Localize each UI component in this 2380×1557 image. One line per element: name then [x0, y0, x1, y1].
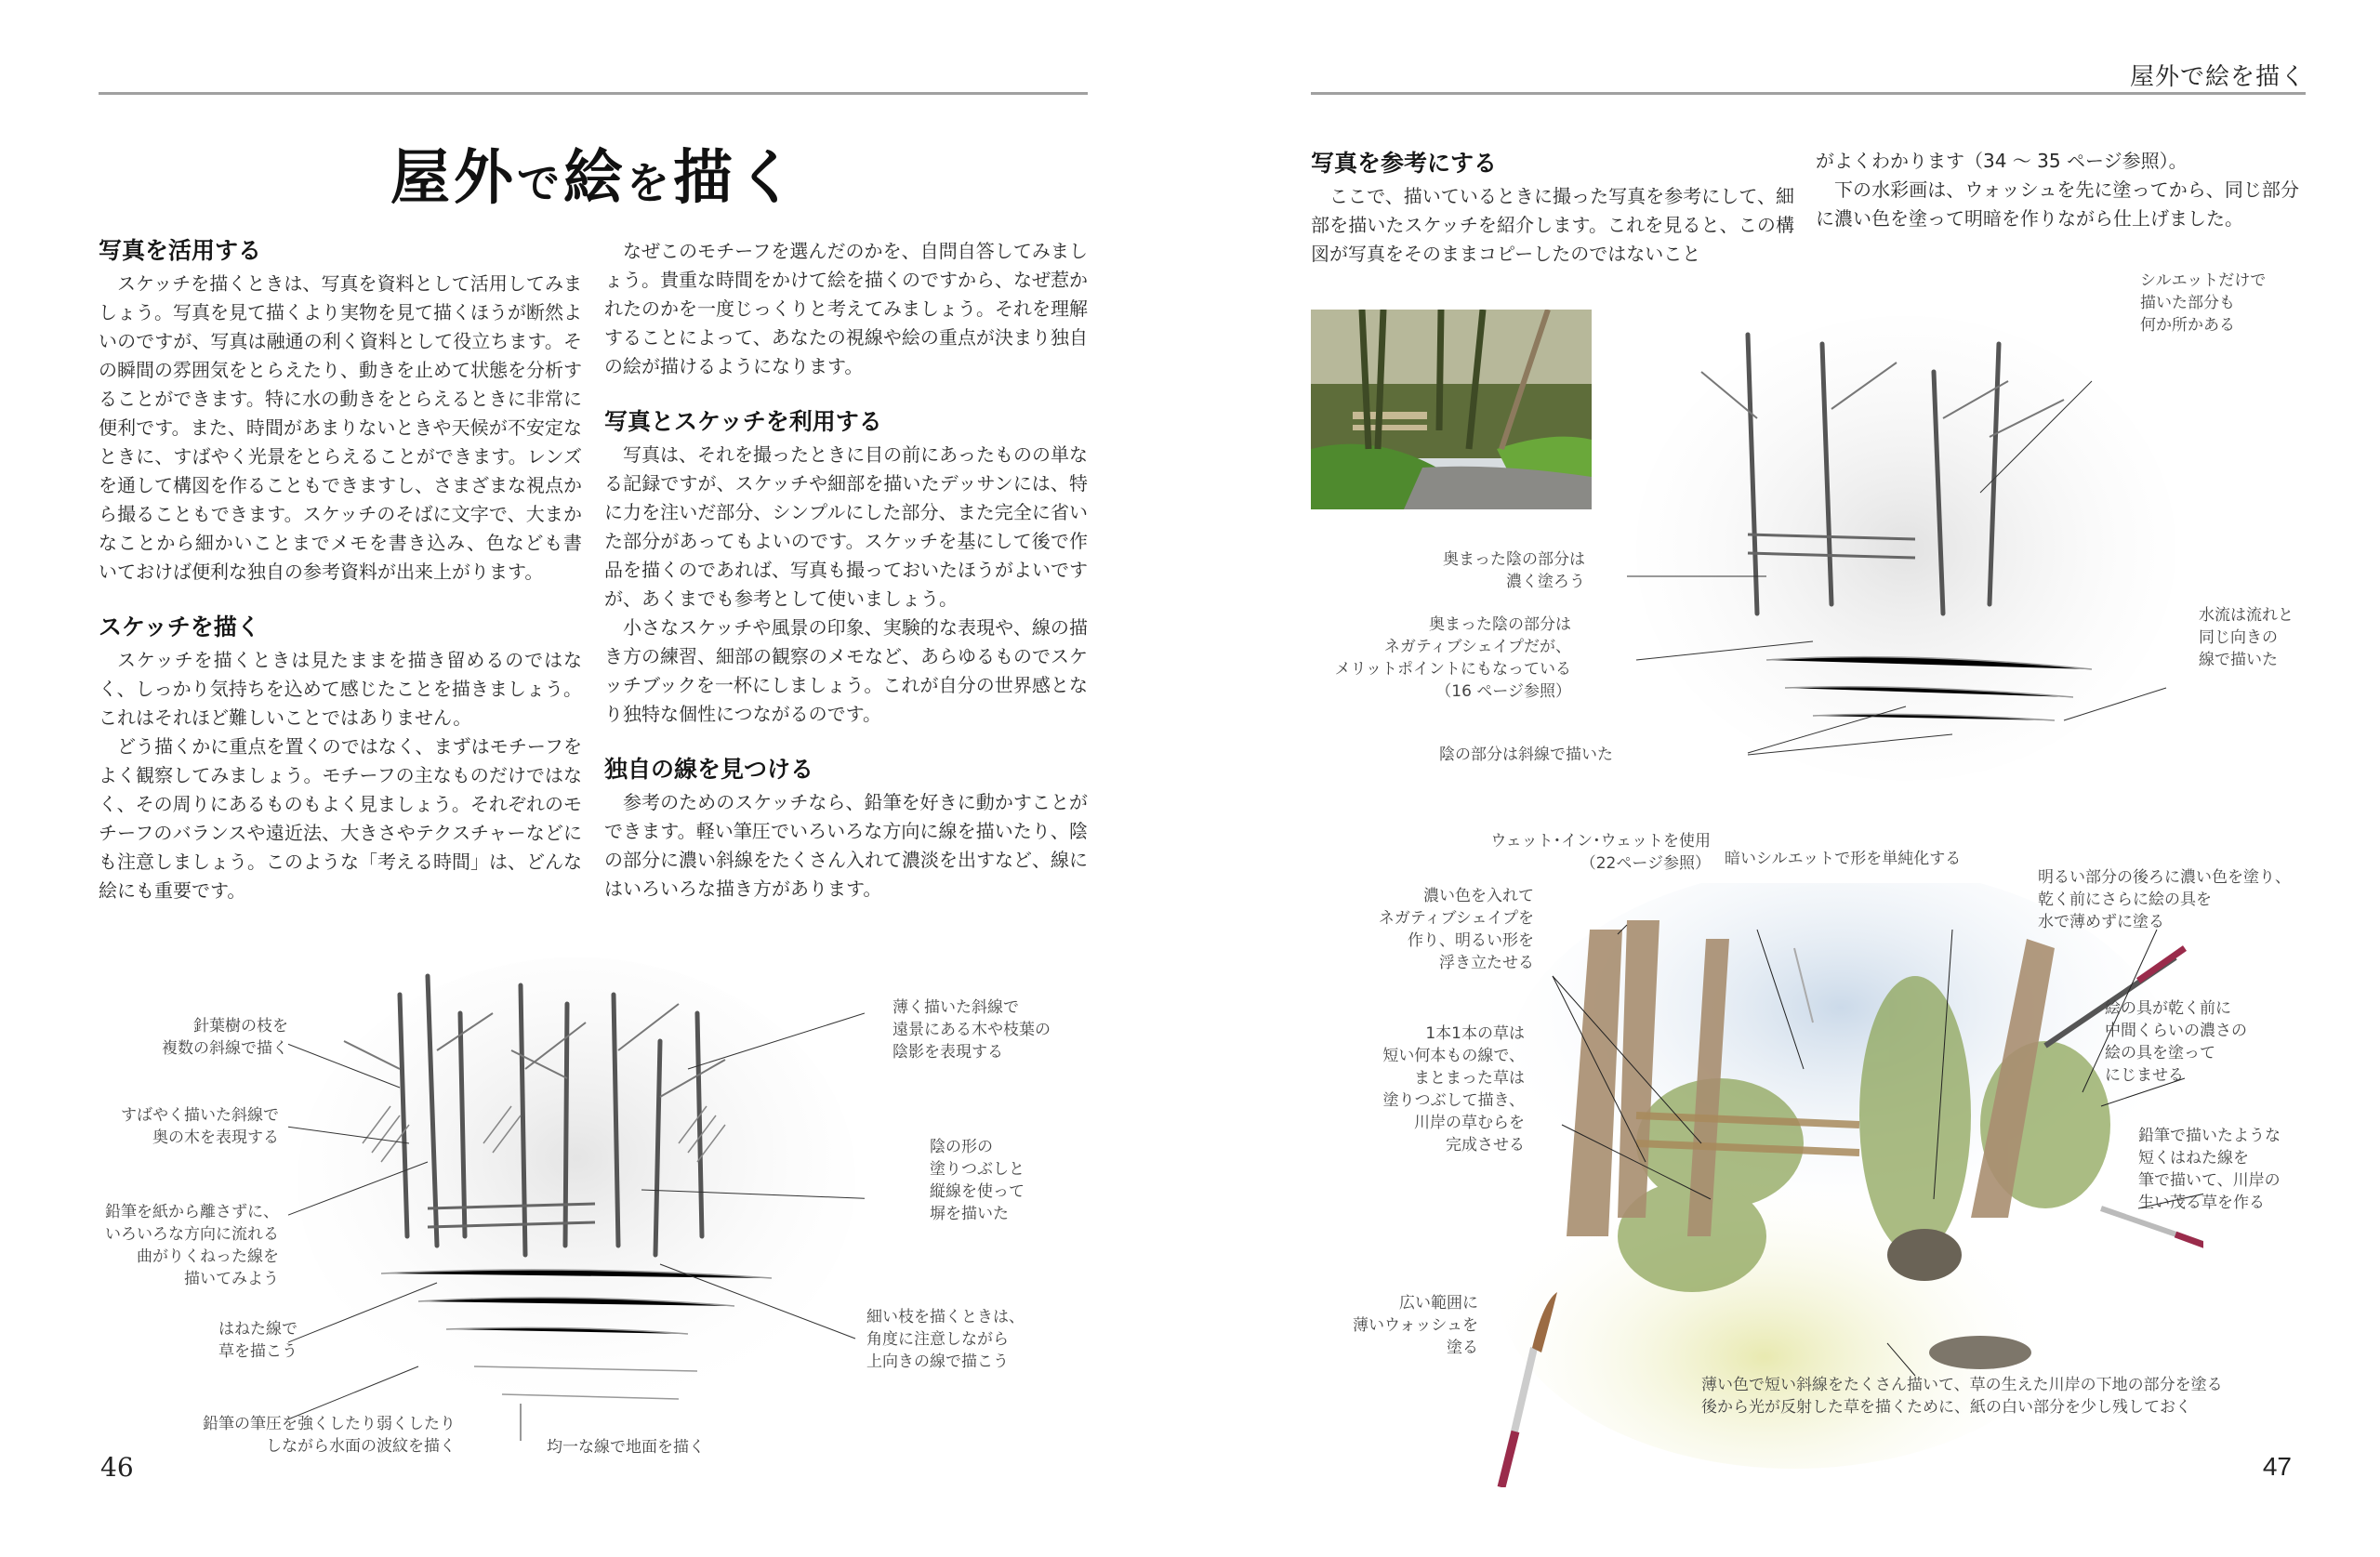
annotation-line: 濃く塗ろう — [1506, 573, 1585, 591]
annotation-line: 中間くらいの濃さの — [2105, 1022, 2247, 1040]
paragraph: ここで、描いているときに撮った写真を参考にして、細部を描いたスケッチを紹介します。これを見ると、この構図が写真をそのままコピーしたのではないこと — [1311, 185, 1794, 265]
paragraph: なぜこのモチーフを選んだのかを、自問自答してみましょう。貴重な時間をかけて絵を描くのですから、なぜ惹かれたのかを一度じっくりと考えてみましょう。それを理解することによって、あなたの視線や絵の重点が決まり独自の絵が描けるようになります。 — [604, 240, 1088, 377]
annotation-line: 奥の木を表現する — [152, 1128, 279, 1147]
annotation-line: 陰の形の — [930, 1138, 993, 1156]
annotation-line: 塀を描いた — [930, 1205, 1009, 1223]
sketch-annotation — [177, 1413, 456, 1458]
annotation-line: 鉛筆を紙から離さずに、 — [105, 1203, 279, 1221]
sketch-annotation — [1357, 548, 1585, 593]
title-part: を — [627, 158, 673, 208]
annotation-line: 塗りつぶしと — [930, 1160, 1025, 1179]
annotation-line: 完成させる — [1446, 1136, 1525, 1155]
annotation-line: 明るい部分の後ろに濃い色を塗り、 — [2038, 868, 2291, 887]
section-using-photos — [99, 234, 582, 587]
sketch-annotation — [930, 1136, 1060, 1225]
watercolor-annotation — [1339, 1292, 1478, 1359]
annotation-line: 鉛筆で描いたような — [2138, 1127, 2281, 1145]
sketch-annotation — [2199, 604, 2329, 671]
annotation-line: （16 ページ参照） — [1435, 682, 1571, 701]
pencil-sketch-illustration — [288, 957, 865, 1441]
annotation-line: 描いてみよう — [184, 1270, 279, 1288]
annotation-line: 絵の具を塗って — [2105, 1044, 2215, 1062]
annotation-line: いろいろな方向に流れる — [105, 1225, 279, 1244]
watercolor-annotation — [1311, 885, 1534, 974]
sketch-annotation — [93, 1104, 279, 1149]
section-heading: 写真を参考にする — [1311, 150, 1498, 177]
annotation-line: 絵の具が乾く前に — [2105, 999, 2231, 1018]
pencil-sketch-illustration — [1627, 307, 2185, 790]
annotation-line: にじませる — [2105, 1066, 2184, 1085]
page-number: 47 — [2262, 1452, 2292, 1481]
annotation-line: 曲がりくねった線を — [137, 1247, 279, 1266]
right-column-2 — [1816, 147, 2299, 233]
annotation-line: 草を描こう — [218, 1342, 298, 1361]
annotation-line: 薄い色で短い斜線をたくさん描いて、草の生えた川岸の下地の部分を塗る — [1701, 1376, 2223, 1394]
annotation-line: 塗る — [1447, 1339, 1478, 1357]
annotation-line: 浮き立たせる — [1439, 954, 1534, 972]
watercolor-annotation — [1701, 1374, 2334, 1418]
annotation-line: 1本1本の草は — [1425, 1024, 1525, 1043]
paragraph: スケッチを描くときは見たままを描き留めるのではなく、しっかり気持ちを込めて感じたことを描きましょう。これはそれほど難しいことではありません。 — [99, 649, 582, 729]
annotation-line: 均一な線で地面を描く — [547, 1438, 705, 1457]
annotation-line: 細い枝を描くときは、 — [866, 1308, 1025, 1326]
title-part: 絵 — [563, 144, 627, 213]
header-rule — [99, 92, 1088, 95]
watercolor-annotation — [1469, 830, 1711, 875]
annotation-line: 上向きの線で描こう — [866, 1352, 1009, 1371]
annotation-line: 陰影を表現する — [892, 1043, 1003, 1062]
annotation-line: 筆で描いて、川岸の — [2138, 1171, 2281, 1190]
paragraph: 小さなスケッチや風景の印象、実験的な表現や、線の描き方の練習、細部の観察のメモなど、あらゆるものでスケッチブックを一杯にしましょう。これが自分の世界感となり独特な個性につながるのです。 — [604, 616, 1088, 725]
paragraph: 下の水彩画は、ウォッシュを先に塗ってから、同じ部分に濃い色を塗って明暗を作りながら仕上げました。 — [1816, 178, 2299, 230]
annotation-line: すばやく描いた斜線で — [121, 1106, 279, 1125]
annotation-line: 陰の部分は斜線で描いた — [1439, 746, 1613, 764]
annotation-line: 縦線を使って — [930, 1182, 1025, 1201]
sketch-annotation — [1320, 614, 1571, 703]
section-continuation — [604, 237, 1088, 381]
annotation-line: 後から光が反射した草を描くために、紙の白い部分を少し残しておく — [1701, 1398, 2191, 1417]
annotation-line: 薄いウォッシュを — [1353, 1316, 1478, 1335]
section-heading: 写真とスケッチを利用する — [604, 408, 882, 435]
annotation-line: 奥まった陰の部分は — [1443, 550, 1585, 569]
paragraph: 写真は、それを撮ったときに目の前にあったものの単なる記録ですが、スケッチや細部を描いたデッサンには、特に力を注いだ部分、シンプルにした部分、また完全に省いた部分があってもよいのです。スケッチを基にして後で作品を描くのであれば、写真も撮っておいたほうがよいですが、あくまでも参考として使いましょう。 — [604, 443, 1088, 610]
paragraph: スケッチを描くときは、写真を資料として活用してみましょう。写真を見て描くより実物を見て描くほうが断然よいのですが、写真は融通の利く資料として役立ちます。その瞬間の雰囲気をとらえたり、動きを止めて状態を分析することができます。特に水の動きをとらえるときに非常に便利です。また、時間があまりないときや天候が不安定なときに、すばやく光景をとらえることができます。レンズを通して構図を作ることもできますし、さまざまな視点から撮ることもできます。スケッチのそばに文字で、大まかなことから細かいことまでメモを書き込み、色なども書いておけば便利な独自の参考資料が出来上がります。 — [99, 272, 582, 583]
annotation-line: 短い何本もの線で、 — [1382, 1047, 1525, 1065]
watercolor-annotation — [2038, 866, 2317, 933]
annotation-line: 同じ向きの — [2199, 628, 2278, 647]
annotation-line: ウェット･イン･ウェットを使用 — [1490, 832, 1711, 851]
annotation-line: 線で描いた — [2199, 651, 2278, 669]
annotation-line: 遠景にある木や枝葉の — [892, 1021, 1051, 1039]
annotation-line: 針葉樹の枝を — [193, 1017, 288, 1036]
section-photos-and-sketches — [604, 405, 1088, 729]
sketch-annotation — [2140, 270, 2326, 336]
annotation-line: ネガティブシェイプを — [1378, 909, 1534, 928]
annotation-line: まとまった草は — [1414, 1069, 1525, 1088]
annotation-line: 塗りつぶして描き、 — [1382, 1091, 1525, 1110]
section-drawing-sketches — [99, 611, 582, 905]
sketch-annotation — [186, 1318, 298, 1363]
sketch-annotation — [139, 1015, 288, 1060]
annotation-line: 薄く描いた斜線で — [892, 998, 1019, 1017]
left-column-2 — [604, 237, 1088, 928]
annotation-line: 描いた部分も — [2140, 294, 2235, 312]
annotation-line: 乾く前にさらに絵の具を — [2038, 891, 2212, 909]
annotation-line: 広い範囲に — [1399, 1294, 1478, 1313]
section-heading: スケッチを描く — [99, 614, 260, 640]
annotation-line: メリットポイントにもなっている — [1334, 660, 1571, 679]
annotation-line: 複数の斜線で描く — [162, 1039, 288, 1058]
annotation-line: しながら水面の波紋を描く — [266, 1437, 456, 1456]
annotation-line: 濃い色を入れて — [1423, 887, 1534, 905]
reference-photo — [1311, 310, 1592, 509]
watercolor-annotation — [2138, 1125, 2324, 1214]
annotation-line: 奥まった陰の部分は — [1429, 615, 1571, 634]
right-column-1 — [1311, 147, 1794, 269]
watercolor-annotation — [1725, 848, 2003, 870]
annotation-line: 鉛筆の筆圧を強くしたり弱くしたり — [203, 1415, 456, 1433]
watercolor-annotation — [2105, 997, 2291, 1087]
title-part: で — [517, 158, 563, 208]
section-heading: 写真を活用する — [99, 237, 262, 264]
annotation-line: 作り、明るい形を — [1408, 931, 1534, 950]
title-part: 屋外 — [390, 144, 517, 213]
annotation-line: はねた線で — [218, 1320, 298, 1339]
annotation-line: 水流は流れと — [2199, 606, 2294, 625]
annotation-line: 角度に注意しながら — [866, 1330, 1009, 1349]
sketch-annotation — [547, 1436, 751, 1458]
annotation-line: 水で薄めずに塗る — [2038, 913, 2164, 931]
annotation-line: 短くはねた線を — [2138, 1149, 2249, 1168]
sketch-annotation — [892, 996, 1078, 1063]
sketch-annotation — [866, 1306, 1052, 1373]
annotation-line: ネガティブシェイプだが、 — [1383, 638, 1571, 656]
watercolor-annotation — [1311, 1023, 1525, 1156]
sketch-annotation — [1439, 744, 1662, 766]
right-page — [1190, 0, 2380, 1557]
paragraph: がよくわかります（34 ～ 35 ページ参照）。 — [1816, 150, 2188, 172]
paragraph: 参考のためのスケッチなら、鉛筆を好きに動かすことができます。軽い筆圧でいろいろな方向に線を描いたり、陰の部分に濃い斜線をたくさん入れて濃淡を出すなど、線にはいろいろな描き方があります。 — [604, 791, 1088, 900]
left-column-1 — [99, 234, 582, 930]
annotation-line: 暗いシルエットで形を単純化する — [1725, 850, 1962, 868]
title-part: 描く — [673, 144, 800, 213]
running-head: 屋外で絵を描く — [2129, 63, 2306, 91]
annotation-line: 川岸の草むらを — [1414, 1114, 1525, 1132]
annotation-line: 何か所かある — [2140, 316, 2235, 335]
section-finding-your-line — [604, 753, 1088, 904]
annotation-line: 生い茂る草を作る — [2138, 1194, 2265, 1212]
annotation-line: （22ページ参照） — [1580, 854, 1711, 873]
annotation-line: シルエットだけで — [2140, 271, 2267, 290]
paragraph: どう描くかに重点を置くのではなく、まずはモチーフをよく観察してみましょう。モチーフの主なものだけではなく、その周りにあるものもよく見ましょう。それぞれのモチーフのバランスや遠近法、大きさやテクスチャーなどにも注意しましょう。このような「考える時間」は、どんな絵にも重要です。 — [99, 735, 582, 902]
sketch-annotation — [74, 1201, 279, 1290]
page-title — [0, 130, 1190, 216]
page-number: 46 — [100, 1452, 134, 1483]
header-rule — [1311, 92, 2306, 95]
section-heading: 独自の線を見つける — [604, 756, 814, 783]
